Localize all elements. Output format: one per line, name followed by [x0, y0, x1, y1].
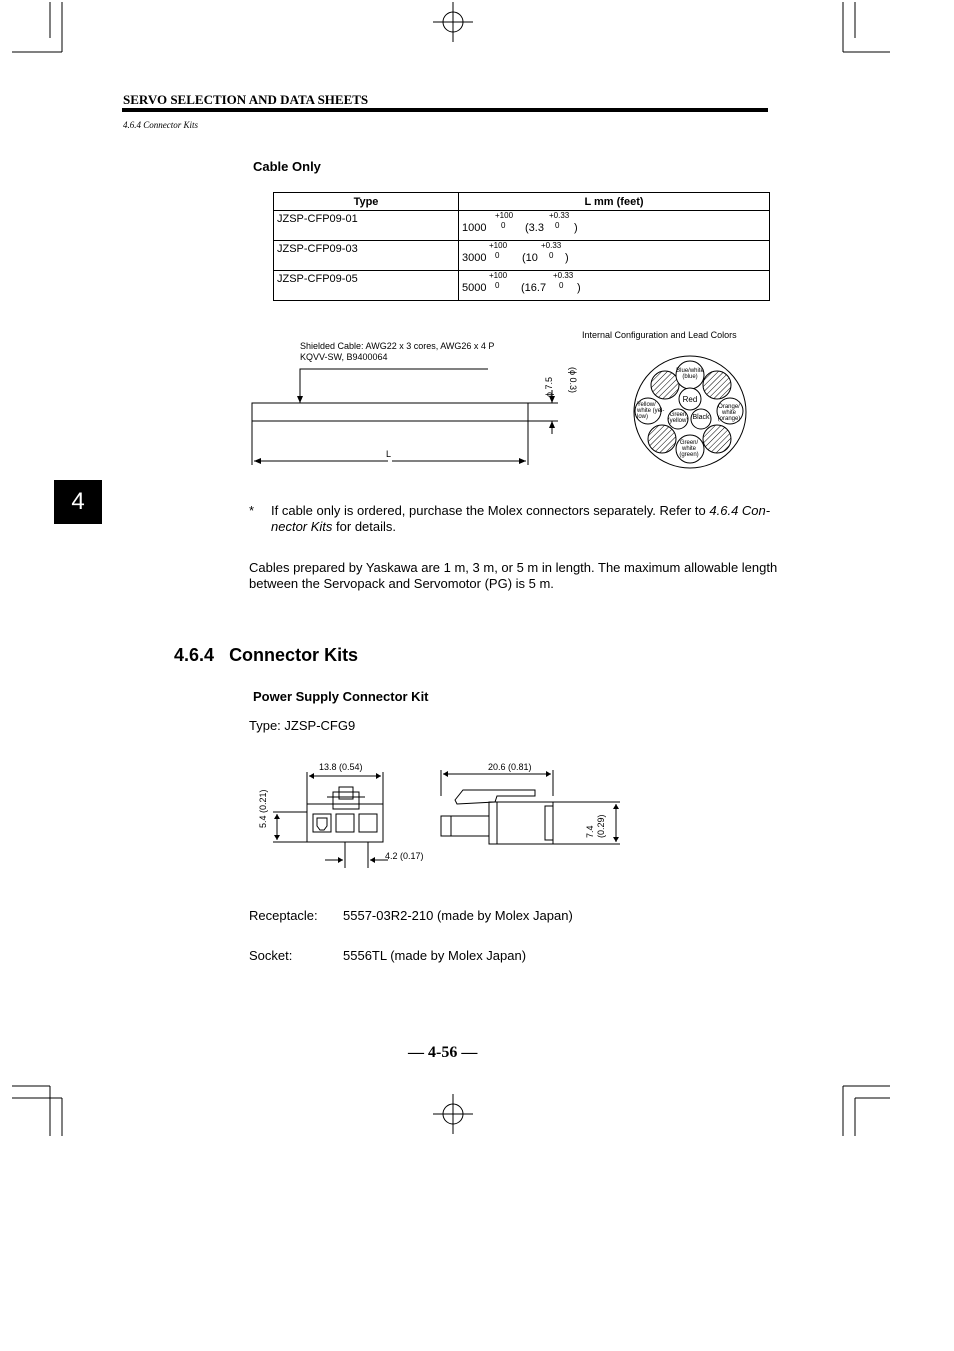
- cell-length: [459, 241, 770, 271]
- cable-spec-label: [300, 341, 494, 363]
- feet-tolerance-lower: 0: [555, 221, 560, 230]
- section-heading: [174, 645, 358, 666]
- power-kit-heading: Power Supply Connector Kit: [253, 689, 429, 704]
- lead-label: Green: [669, 412, 687, 418]
- page-number: — 4-56 —: [408, 1044, 478, 1061]
- dim-side-height-value: 7.4: [585, 825, 595, 838]
- section-title: Connector Kits: [229, 645, 359, 665]
- lead-label: Orange/: [718, 404, 740, 410]
- dim-height: 5.4 (0.21): [258, 789, 268, 828]
- lead-label: white (yel-: [637, 408, 665, 414]
- table-row: [274, 271, 770, 301]
- lead-orange-white: [714, 404, 744, 422]
- running-subheader: 4.6.4 Connector Kits: [123, 120, 199, 130]
- lead-green-white: [674, 440, 704, 458]
- note-text: [271, 503, 771, 535]
- lead-green: [667, 412, 689, 424]
- lead-label: (yellow): [667, 418, 689, 424]
- lead-blue-white: [674, 368, 706, 380]
- diameter-inch-label: (ϕ 0.3): [568, 367, 578, 394]
- config-title: Internal Configuration and Lead Colors: [582, 330, 737, 340]
- note-asterisk: *: [249, 503, 255, 518]
- length-mm: 5000: [462, 282, 487, 294]
- feet-tolerance-upper: +0.33: [553, 271, 574, 280]
- paragraph-line: Cables prepared by Yaskawa are 1 m, 3 m, or 5 m in length. The maximum allowable length: [249, 560, 778, 575]
- feet-tolerance-lower: 0: [559, 281, 564, 290]
- closing-paren: ): [565, 252, 569, 264]
- cell-length: [459, 211, 770, 241]
- lead-label: Yellow/: [637, 402, 656, 408]
- lead-yellow-white: [637, 402, 665, 420]
- running-header: SERVO SELECTION AND DATA SHEETS: [123, 92, 369, 107]
- dim-pitch: 4.2 (0.17): [385, 851, 424, 861]
- closing-paren: ): [577, 282, 581, 294]
- cell-type: JZSP-CFP09-03: [274, 241, 459, 271]
- length-feet: (3.3: [525, 222, 544, 234]
- socket-label: Socket:: [249, 948, 293, 963]
- column-header-type: Type: [274, 193, 459, 211]
- note-reference: 4.6.4 Con-: [709, 503, 771, 518]
- receptacle-value: 5557-03R2-210 (made by Molex Japan): [343, 908, 573, 923]
- closing-paren: ): [574, 222, 578, 234]
- dim-side-height: [585, 814, 607, 838]
- cable-only-heading: Cable Only: [253, 159, 321, 174]
- mm-tolerance-upper: +100: [489, 241, 508, 250]
- cable-length-paragraph: [249, 560, 779, 592]
- lead-label: white: [681, 446, 696, 452]
- length-mm: 1000: [462, 222, 487, 234]
- length-feet: (16.7: [521, 282, 547, 294]
- mm-tolerance-lower: 0: [501, 221, 506, 230]
- section-number: 4.6.4: [174, 645, 215, 665]
- lead-red: Red: [682, 395, 698, 404]
- feet-tolerance-upper: +0.33: [541, 241, 562, 250]
- table-row: [274, 241, 770, 271]
- column-header-length: L mm (feet): [459, 193, 770, 211]
- cell-type: JZSP-CFP09-05: [274, 271, 459, 301]
- feet-tolerance-upper: +0.33: [549, 211, 570, 220]
- power-kit-type: Type: JZSP-CFG9: [249, 718, 356, 733]
- mm-tolerance-lower: 0: [495, 281, 500, 290]
- lead-label: Blue/white: [676, 368, 704, 374]
- cable-spec-line-2: KQVV-SW, B9400064: [300, 352, 388, 362]
- lead-label: white: [721, 410, 736, 416]
- paragraph-line: between the Servopack and Servomotor (PG) is 5 m.: [249, 576, 554, 591]
- length-mm: 3000: [462, 252, 487, 264]
- lead-label: (orange): [717, 416, 741, 422]
- note-text-part: If cable only is ordered, purchase the Molex connectors separately. Refer to: [271, 503, 706, 518]
- note-reference: nector Kits: [271, 519, 333, 534]
- lead-label: Green/: [679, 440, 699, 446]
- chapter-tab: 4: [54, 480, 102, 524]
- cable-spec-line-1: Shielded Cable: AWG22 x 3 cores, AWG26 x 4 P: [300, 341, 495, 351]
- diameter-label: ϕ 7.5: [544, 376, 554, 397]
- mm-tolerance-lower: 0: [495, 251, 500, 260]
- lead-label: (blue): [682, 374, 698, 380]
- socket-value: 5556TL (made by Molex Japan): [343, 948, 527, 963]
- table-row: [274, 211, 770, 241]
- header-rule: [122, 108, 768, 112]
- receptacle-label: Receptacle:: [249, 908, 318, 923]
- cell-length: [459, 271, 770, 301]
- dim-width: 13.8 (0.54): [319, 762, 363, 772]
- cell-type: JZSP-CFP09-01: [274, 211, 459, 241]
- length-feet: (10: [522, 252, 538, 264]
- feet-tolerance-lower: 0: [549, 251, 554, 260]
- lead-black: Black: [692, 414, 710, 421]
- dim-side-height-inch: (0.29): [596, 814, 606, 838]
- mm-tolerance-upper: +100: [489, 271, 508, 280]
- length-label: L: [386, 449, 392, 459]
- cable-length-table: [273, 192, 770, 301]
- dim-length: 20.6 (0.81): [488, 762, 532, 772]
- note-text-part: for details.: [336, 519, 397, 534]
- lead-label: low): [637, 414, 649, 420]
- mm-tolerance-upper: +100: [495, 211, 514, 220]
- lead-label: (green): [679, 452, 699, 458]
